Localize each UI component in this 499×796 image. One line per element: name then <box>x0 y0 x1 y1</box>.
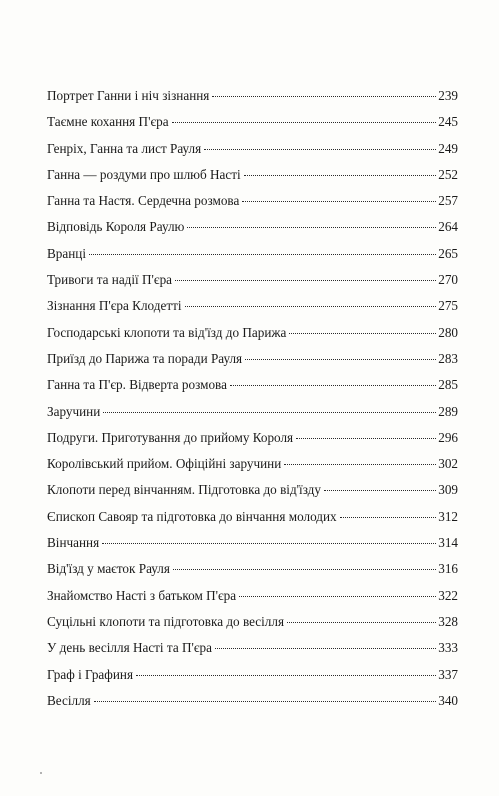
toc-entry <box>47 451 458 477</box>
toc-entry-title: Граф і Графиня <box>47 666 134 682</box>
toc-entry-page-number: 333 <box>438 640 458 656</box>
toc-entry-title: Весілля <box>47 692 91 708</box>
dot-leader <box>136 675 436 676</box>
toc-entry <box>47 688 458 714</box>
toc-entry <box>47 136 458 162</box>
toc-entry-title: Суцільні клопоти та підготовка до весілля <box>47 613 285 629</box>
toc-entry <box>47 320 458 346</box>
dot-leader <box>289 333 436 334</box>
dot-leader <box>230 385 436 386</box>
dot-leader <box>245 359 436 360</box>
toc-entry-title: Господарські клопоти та від'їзд до Парижа <box>47 324 287 340</box>
dot-leader <box>175 280 436 281</box>
toc-entry-page-number: 265 <box>438 245 458 261</box>
toc-entry <box>47 635 458 661</box>
toc-entry-title: Портрет Ганни і ніч зізнання <box>47 88 210 103</box>
toc-entry <box>47 530 458 556</box>
toc-entry-title: Генріх, Ганна та лист Рауля <box>47 140 202 156</box>
toc-entry <box>47 662 458 688</box>
dot-leader <box>204 149 436 150</box>
toc-entry <box>47 267 458 293</box>
dot-leader <box>287 622 436 623</box>
toc-entry-title: Приїзд до Парижа та поради Рауля <box>47 350 243 366</box>
dot-leader <box>102 543 436 544</box>
toc-entry <box>47 83 458 109</box>
dot-leader <box>172 122 437 123</box>
dot-leader <box>94 701 436 702</box>
toc-entry-page-number: 257 <box>438 193 458 209</box>
toc-entry-page-number: 283 <box>438 350 458 366</box>
dot-leader <box>212 96 436 97</box>
dot-leader <box>103 412 436 413</box>
toc-entry-title: Ганна — роздуми про шлюб Насті <box>47 166 241 182</box>
dot-leader <box>340 517 437 518</box>
toc-entry <box>47 425 458 451</box>
toc-entry-page-number: 309 <box>438 482 458 498</box>
toc-entry-page-number: 340 <box>438 692 458 708</box>
toc-entry-title: Тривоги та надії П'єра <box>47 272 173 288</box>
toc-entry-page-number: 264 <box>438 219 458 235</box>
toc-entry-page-number: 302 <box>438 456 458 472</box>
toc-entry-page-number: 239 <box>438 88 458 103</box>
toc-entry-page-number: 270 <box>438 272 458 288</box>
toc-entry-title: Ганна та Настя. Сердечна розмова <box>47 193 240 209</box>
toc-entry-page-number: 314 <box>438 535 458 551</box>
toc-entry-title: Ганна та П'єр. Відверта розмова <box>47 377 227 393</box>
toc-entry <box>47 346 458 372</box>
toc-entry <box>47 504 458 530</box>
dot-leader <box>284 464 436 465</box>
dot-leader <box>187 227 436 228</box>
dot-leader <box>239 596 436 597</box>
toc-entry-title: Заручини <box>47 403 101 419</box>
dot-leader <box>89 254 436 255</box>
dot-leader <box>185 306 437 307</box>
toc-entry-title: Королівський прийом. Офіційні заручини <box>47 456 282 472</box>
toc-entry <box>47 162 458 188</box>
toc-entry-page-number: 285 <box>438 377 458 393</box>
toc-entry-title: Від'їзд у маєток Рауля <box>47 561 170 577</box>
toc-entry-title: Знайомство Насті з батьком П'єра <box>47 587 237 603</box>
toc-entry-title: Клопоти перед вінчанням. Підготовка до від'їзду <box>47 482 321 498</box>
toc-entry-page-number: 245 <box>438 114 458 130</box>
toc-entry-page-number: 296 <box>438 429 458 445</box>
toc-entry <box>47 583 458 609</box>
toc-entry-title: Вінчання <box>47 535 100 551</box>
toc-entry <box>47 372 458 398</box>
toc-entry-page-number: 252 <box>438 166 458 182</box>
toc-entry-page-number: 289 <box>438 403 458 419</box>
toc-entry-title: У день весілля Насті та П'єра <box>47 640 212 656</box>
dot-leader <box>215 648 436 649</box>
toc-entry-title: Таємне кохання П'єра <box>47 114 169 130</box>
dot-leader <box>244 175 437 176</box>
dot-leader <box>324 490 436 491</box>
toc-entry <box>47 556 458 582</box>
toc-entry-title: Вранці <box>47 245 87 261</box>
toc-entry <box>47 399 458 425</box>
dot-leader <box>242 201 436 202</box>
toc-entry-title: Єпископ Савояр та підготовка до вінчання молодих <box>47 508 337 524</box>
toc-entry <box>47 293 458 319</box>
toc-entry <box>47 214 458 240</box>
print-speck <box>40 772 42 774</box>
toc-entry-title: Подруги. Приготування до прийому Короля <box>47 429 294 445</box>
toc-entry-page-number: 280 <box>438 324 458 340</box>
toc-entry <box>47 241 458 267</box>
toc-entry-title: Відповідь Короля Раулю <box>47 219 185 235</box>
dot-leader <box>173 569 436 570</box>
toc-entry-page-number: 322 <box>438 587 458 603</box>
toc-entry-page-number: 337 <box>438 666 458 682</box>
toc-entry <box>47 609 458 635</box>
toc-entry <box>47 477 458 503</box>
toc-entry-page-number: 249 <box>438 140 458 156</box>
toc-entry <box>47 188 458 214</box>
toc-entry-page-number: 312 <box>438 508 458 524</box>
toc-entry-page-number: 328 <box>438 613 458 629</box>
toc-entry-page-number: 316 <box>438 561 458 577</box>
toc-entry <box>47 109 458 135</box>
table-of-contents <box>47 83 458 714</box>
toc-entry-title: Зізнання П'єра Клодетті <box>47 298 182 314</box>
toc-entry-page-number: 275 <box>438 298 458 314</box>
dot-leader <box>296 438 436 439</box>
